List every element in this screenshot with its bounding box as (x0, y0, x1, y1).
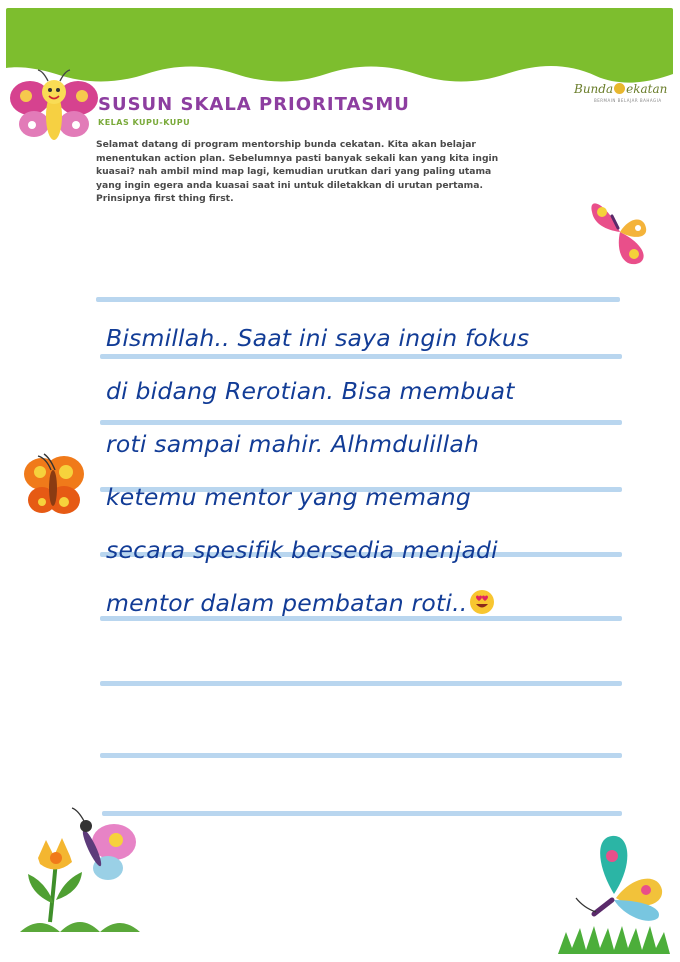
ruled-line (96, 297, 620, 302)
class-subtitle: KELAS KUPU-KUPU (98, 118, 191, 127)
brand-text-part1: Bunda (574, 82, 614, 96)
ruled-line (100, 753, 622, 758)
worksheet-title: SUSUN SKALA PRIORITASMU (98, 94, 410, 115)
intro-paragraph (96, 138, 556, 206)
handwritten-line: roti sampai mahir. Alhmdulillah (106, 430, 480, 458)
header-wave-band (6, 8, 673, 98)
butterfly-pink-icon (586, 192, 652, 272)
intro-line: yang ingin egera anda kuasai saat ini untuk diletakkan di urutan pertama. (96, 179, 483, 191)
handwritten-answer (106, 312, 646, 630)
flower-butterfly-icon (10, 804, 160, 934)
brand-tagline: BERMAIN BELAJAR BAHAGIA (594, 98, 662, 103)
intro-line: Selamat datang di program mentorship bunda cekatan. Kita akan belajar (96, 139, 476, 150)
butterfly-mascot-icon (10, 68, 98, 146)
handwritten-last-line (106, 577, 646, 630)
intro-line: Prinsipnya first thing first. (96, 193, 234, 205)
handwritten-line: Bismillah.. Saat ini saya ingin fokus (106, 324, 530, 352)
handwritten-line: mentor dalam pembatan roti.. (106, 589, 468, 617)
intro-line: menentukan action plan. Sebelumnya pasti banyak sekali kan yang kita ingin (96, 152, 499, 164)
heart-eyes-emoji-icon (469, 589, 495, 615)
handwritten-line: secara spesifik bersedia menjadi (106, 536, 498, 564)
handwritten-line: ketemu mentor yang memang (106, 483, 472, 511)
worksheet-page (6, 8, 673, 956)
ruled-line (100, 681, 622, 686)
bunda-cekatan-logo (574, 82, 667, 96)
intro-line: kuasai? nah ambil mind map lagi, kemudian urutkan dari yang paling utama (96, 166, 492, 178)
butterfly-green-grass-icon (554, 828, 672, 956)
brand-c-icon (614, 83, 625, 94)
ruled-line (102, 811, 622, 816)
handwritten-line: di bidang Rerotian. Bisa membuat (106, 377, 515, 405)
butterfly-orange-icon (16, 450, 90, 520)
brand-text-part2: ekatan (626, 82, 668, 96)
